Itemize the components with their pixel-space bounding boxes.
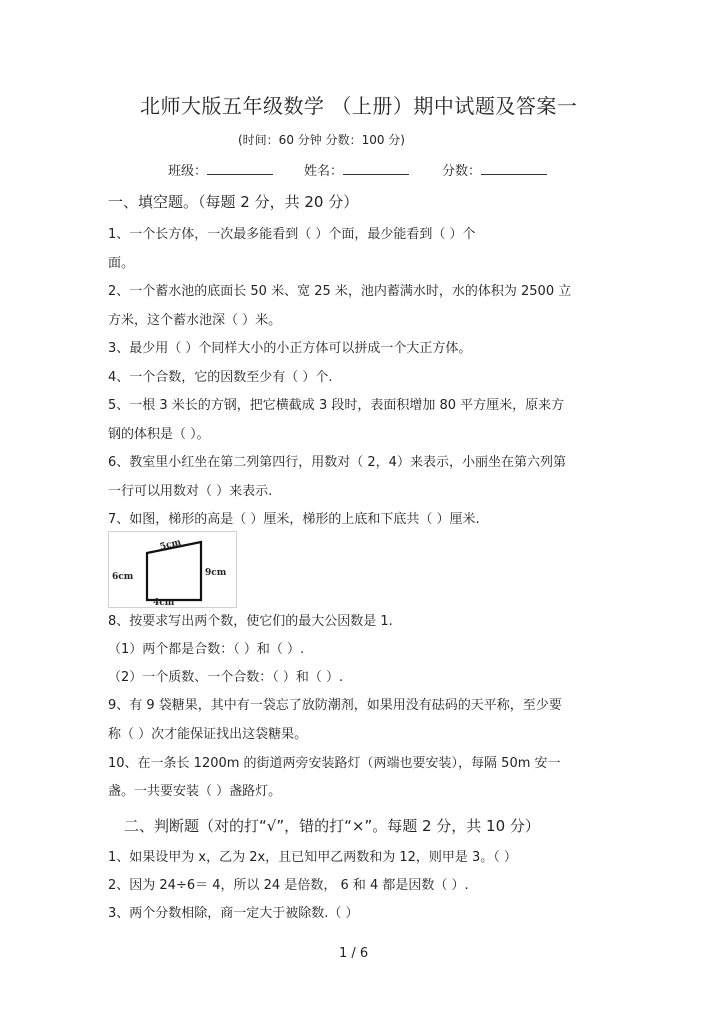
question-line: 2、因为 24÷6＝ 4，所以 24 是倍数， 6 和 4 都是因数（ ）. [108,878,469,893]
question-line: （2）一个质数、一个合数：（ ）和（ ）. [108,670,344,685]
trapezoid-diagram [109,532,236,607]
field-name-label: 姓名： [304,164,344,179]
exam-info: (时间：60 分钟 分数：100 分) [238,133,405,147]
question-line: 5、一根 3 米长的方钢，把它横截成 3 段时，表面积增加 80 平方厘米，原来方 [108,398,565,413]
page-title: 北师大版五年级数学 （上册）期中试题及答案一 [140,94,578,118]
section-2-heading: 二、判断题（对的打“√”，错的打“×”。每题 2 分，共 10 分） [124,817,540,835]
trapezoid-shape [147,542,201,600]
question-line: 3、两个分数相除，商一定大于被除数.（ ） [108,906,359,921]
question-line: 钢的体积是（ ）。 [108,427,210,442]
class-blank[interactable] [207,162,273,175]
label-left: 6cm [112,572,134,582]
question-line: 盏。一共要安装（ ）盏路灯。 [108,784,282,799]
question-line: 9、有 9 袋糖果，其中有一袋忘了放防潮剂，如果用没有砝码的天平称，至少要 [108,698,562,713]
field-score [442,162,547,180]
field-score-label: 分数： [442,164,482,179]
question-line: 10、在一条长 1200m 的街道两旁安装路灯（两端也要安装），每隔 50m 安一 [108,756,561,771]
question-line: 2、一个蓄水池的底面长 50 米、宽 25 米，池内蓄满水时，水的体积为 2500 立 [108,284,572,299]
label-top: 5cm [158,537,183,553]
section-1-heading: 一、填空题。（每题 2 分，共 20 分） [108,193,359,211]
field-name [304,162,409,180]
question-line: 一行可以用数对（ ）来表示. [108,484,273,499]
question-line: （1）两个都是合数：（ ）和（ ）. [108,642,305,657]
field-class [168,162,273,180]
score-blank[interactable] [481,162,547,175]
question-line: 4、一个合数，它的因数至少有（ ）个. [108,370,333,385]
question-line: 8、按要求写出两个数，使它们的最大公因数是 1. [108,614,393,629]
question-line: 称（ ）次才能保证找出这袋糖果。 [108,727,308,742]
question-line: 1、一个长方体，一次最多能看到（ ）个面，最少能看到（ ）个 [108,227,476,242]
name-blank[interactable] [343,162,409,175]
question-line: 1、如果设甲为 x，乙为 2x，且已知甲乙两数和为 12，则甲是 3。（ ） [108,850,517,865]
label-bottom: 4cm [153,598,175,607]
question-line: 方米，这个蓄水池深（ ）米。 [108,313,282,328]
question-line: 6、教室里小红坐在第二列第四行，用数对（ 2，4）来表示，小丽坐在第六列第 [108,455,566,470]
label-right: 9cm [205,568,227,578]
question-line: 3、最少用（ ）个同样大小的小正方体可以拼成一个大正方体。 [108,341,472,356]
question-line: 面。 [108,256,135,271]
trapezoid-figure [108,531,237,608]
field-class-label: 班级： [168,164,208,179]
page-number: 1 / 6 [339,946,369,961]
question-line: 7、如图，梯形的高是（ ）厘米，梯形的上底和下底共（ ）厘米. [108,512,480,527]
